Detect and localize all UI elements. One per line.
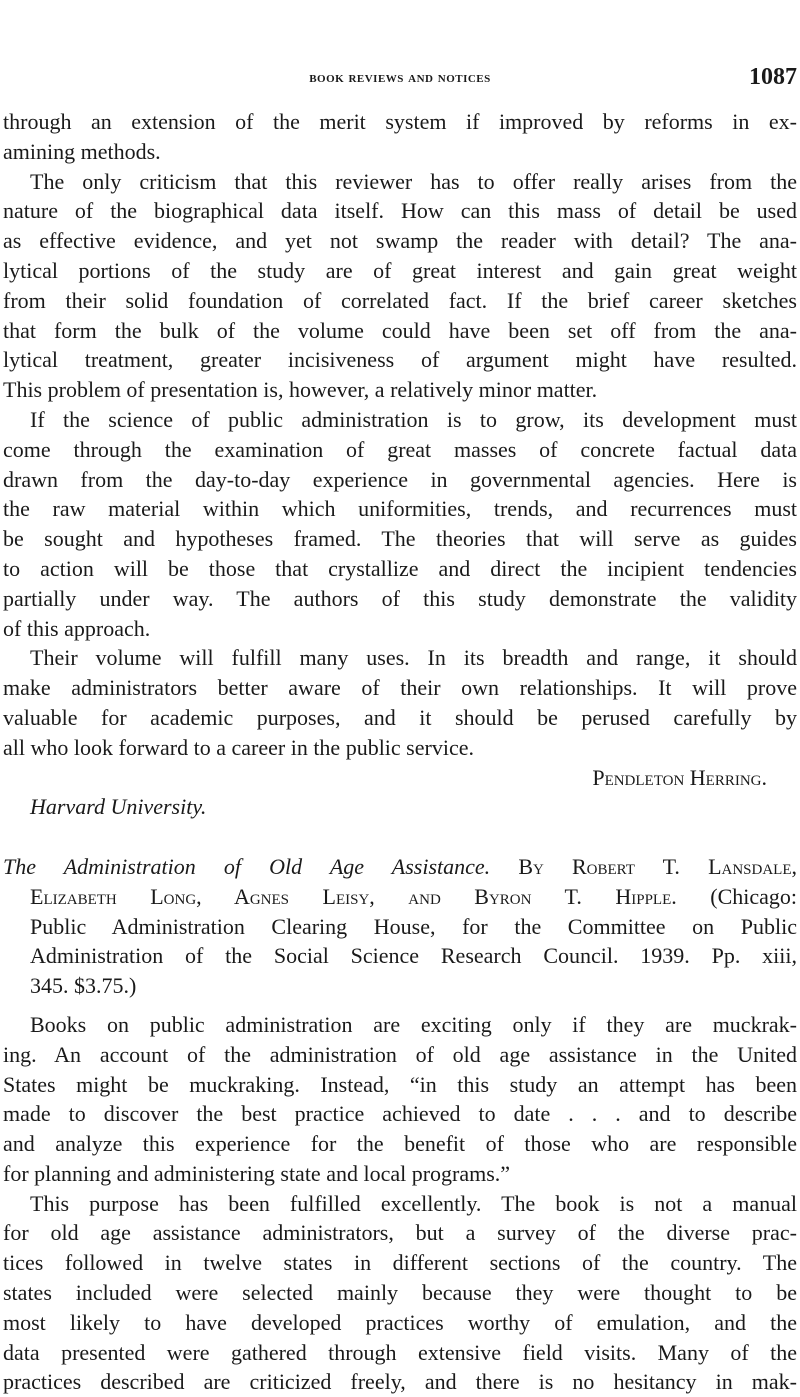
paragraph xyxy=(3,1010,797,1189)
book-citation xyxy=(3,852,797,1001)
publisher-start: (Chicago: xyxy=(710,883,798,909)
text-line: ing. An account of the administration of old age assistance in the United xyxy=(3,1041,797,1067)
text-line: made to discover the best practice achieved to date . . . and to describe xyxy=(3,1101,797,1127)
citation-line: 345. $3.75.) xyxy=(30,973,137,999)
text-line: for old age assistance administrators, but a survey of the diverse prac- xyxy=(3,1220,797,1246)
authors: By Robert T. Lansdale, xyxy=(518,853,797,879)
text-line: practices described are criticized freely, and there is no hesitancy in mak- xyxy=(3,1369,797,1395)
page-header xyxy=(0,64,800,92)
text-line: and analyze this experience for the benefit of those who are responsible xyxy=(3,1131,797,1157)
paragraph xyxy=(3,167,797,405)
text-line: The only criticism that this reviewer has to offer really arises from the xyxy=(30,168,797,194)
text-line: Their volume will fulfill many uses. In its breadth and range, it should xyxy=(30,645,797,671)
text-line: This purpose has been fulfilled excellently. The book is not a manual xyxy=(30,1190,797,1216)
text-line: for planning and administering state and local programs.” xyxy=(3,1160,511,1186)
text-line: Books on public administration are exciting only if they are muckrak- xyxy=(30,1011,797,1037)
text-line: that form the bulk of the volume could have been set off from the ana- xyxy=(3,317,797,343)
citation-line: Administration of the Social Science Research Council. 1939. Pp. xiii, xyxy=(30,943,797,969)
text-line: most likely to have developed practices worthy of emulation, and the xyxy=(3,1309,797,1335)
text-line: lytical portions of the study are of great interest and gain great weight xyxy=(3,257,797,283)
text-line: be sought and hypotheses framed. The theories that will serve as guides xyxy=(3,526,797,552)
text-line: partially under way. The authors of this study demonstrate the validity xyxy=(3,585,797,611)
authors: Elizabeth Long, Agnes Leisy, and Byron T. Hipple. xyxy=(30,883,677,909)
text-line: as effective evidence, and yet not swamp the reader with detail? The ana- xyxy=(3,228,797,254)
text-line: the raw material within which uniformities, trends, and recurrences must xyxy=(3,496,797,522)
citation-line xyxy=(3,852,797,882)
text-line: amining methods. xyxy=(3,138,161,164)
paragraph xyxy=(3,643,797,762)
text-line: from their solid foundation of correlated fact. If the brief career sketches xyxy=(3,287,797,313)
text-line: tices followed in twelve states in different sections of the country. The xyxy=(3,1250,797,1276)
paragraph xyxy=(3,107,797,167)
text-line: come through the examination of great masses of concrete factual data xyxy=(3,436,797,462)
paragraph xyxy=(3,1189,797,1397)
reviewer-signature: Pendleton Herring. xyxy=(592,764,767,790)
text-line: If the science of public administration is to grow, its development must xyxy=(30,406,797,432)
text-line: states included were selected mainly because they were thought to be xyxy=(3,1280,797,1306)
text-line: drawn from the day-to-day experience in governmental agencies. Here is xyxy=(3,466,797,492)
paragraph xyxy=(3,405,797,643)
reviewer-affiliation: Harvard University. xyxy=(30,794,207,820)
text-line: of this approach. xyxy=(3,615,151,641)
page-body xyxy=(3,107,797,1397)
citation-line xyxy=(3,882,797,912)
citation-line: Public Administration Clearing House, for the Committee on Public xyxy=(30,913,797,939)
text-line: make administrators better aware of their own relationships. It will prove xyxy=(3,675,797,701)
running-title: book reviews and notices xyxy=(309,70,491,86)
book-title: The Administration of Old Age Assistance. xyxy=(3,853,491,879)
text-line: valuable for academic purposes, and it should be perused carefully by xyxy=(3,704,797,730)
text-line: all who look forward to a career in the public service. xyxy=(3,734,474,760)
page-number: 1087 xyxy=(749,64,797,90)
text-line: This problem of presentation is, however, a relatively minor matter. xyxy=(3,377,598,403)
text-line: through an extension of the merit system if improved by reforms in ex- xyxy=(3,109,797,134)
text-line: nature of the biographical data itself. How can this mass of detail be used xyxy=(3,198,797,224)
text-line: data presented were gathered through extensive field visits. Many of the xyxy=(3,1339,797,1365)
text-line: to action will be those that crystallize and direct the incipient tendencies xyxy=(3,555,797,581)
text-line: lytical treatment, greater incisiveness of argument might have resulted. xyxy=(3,347,797,373)
text-line: States might be muckraking. Instead, “in this study an attempt has been xyxy=(3,1071,797,1097)
